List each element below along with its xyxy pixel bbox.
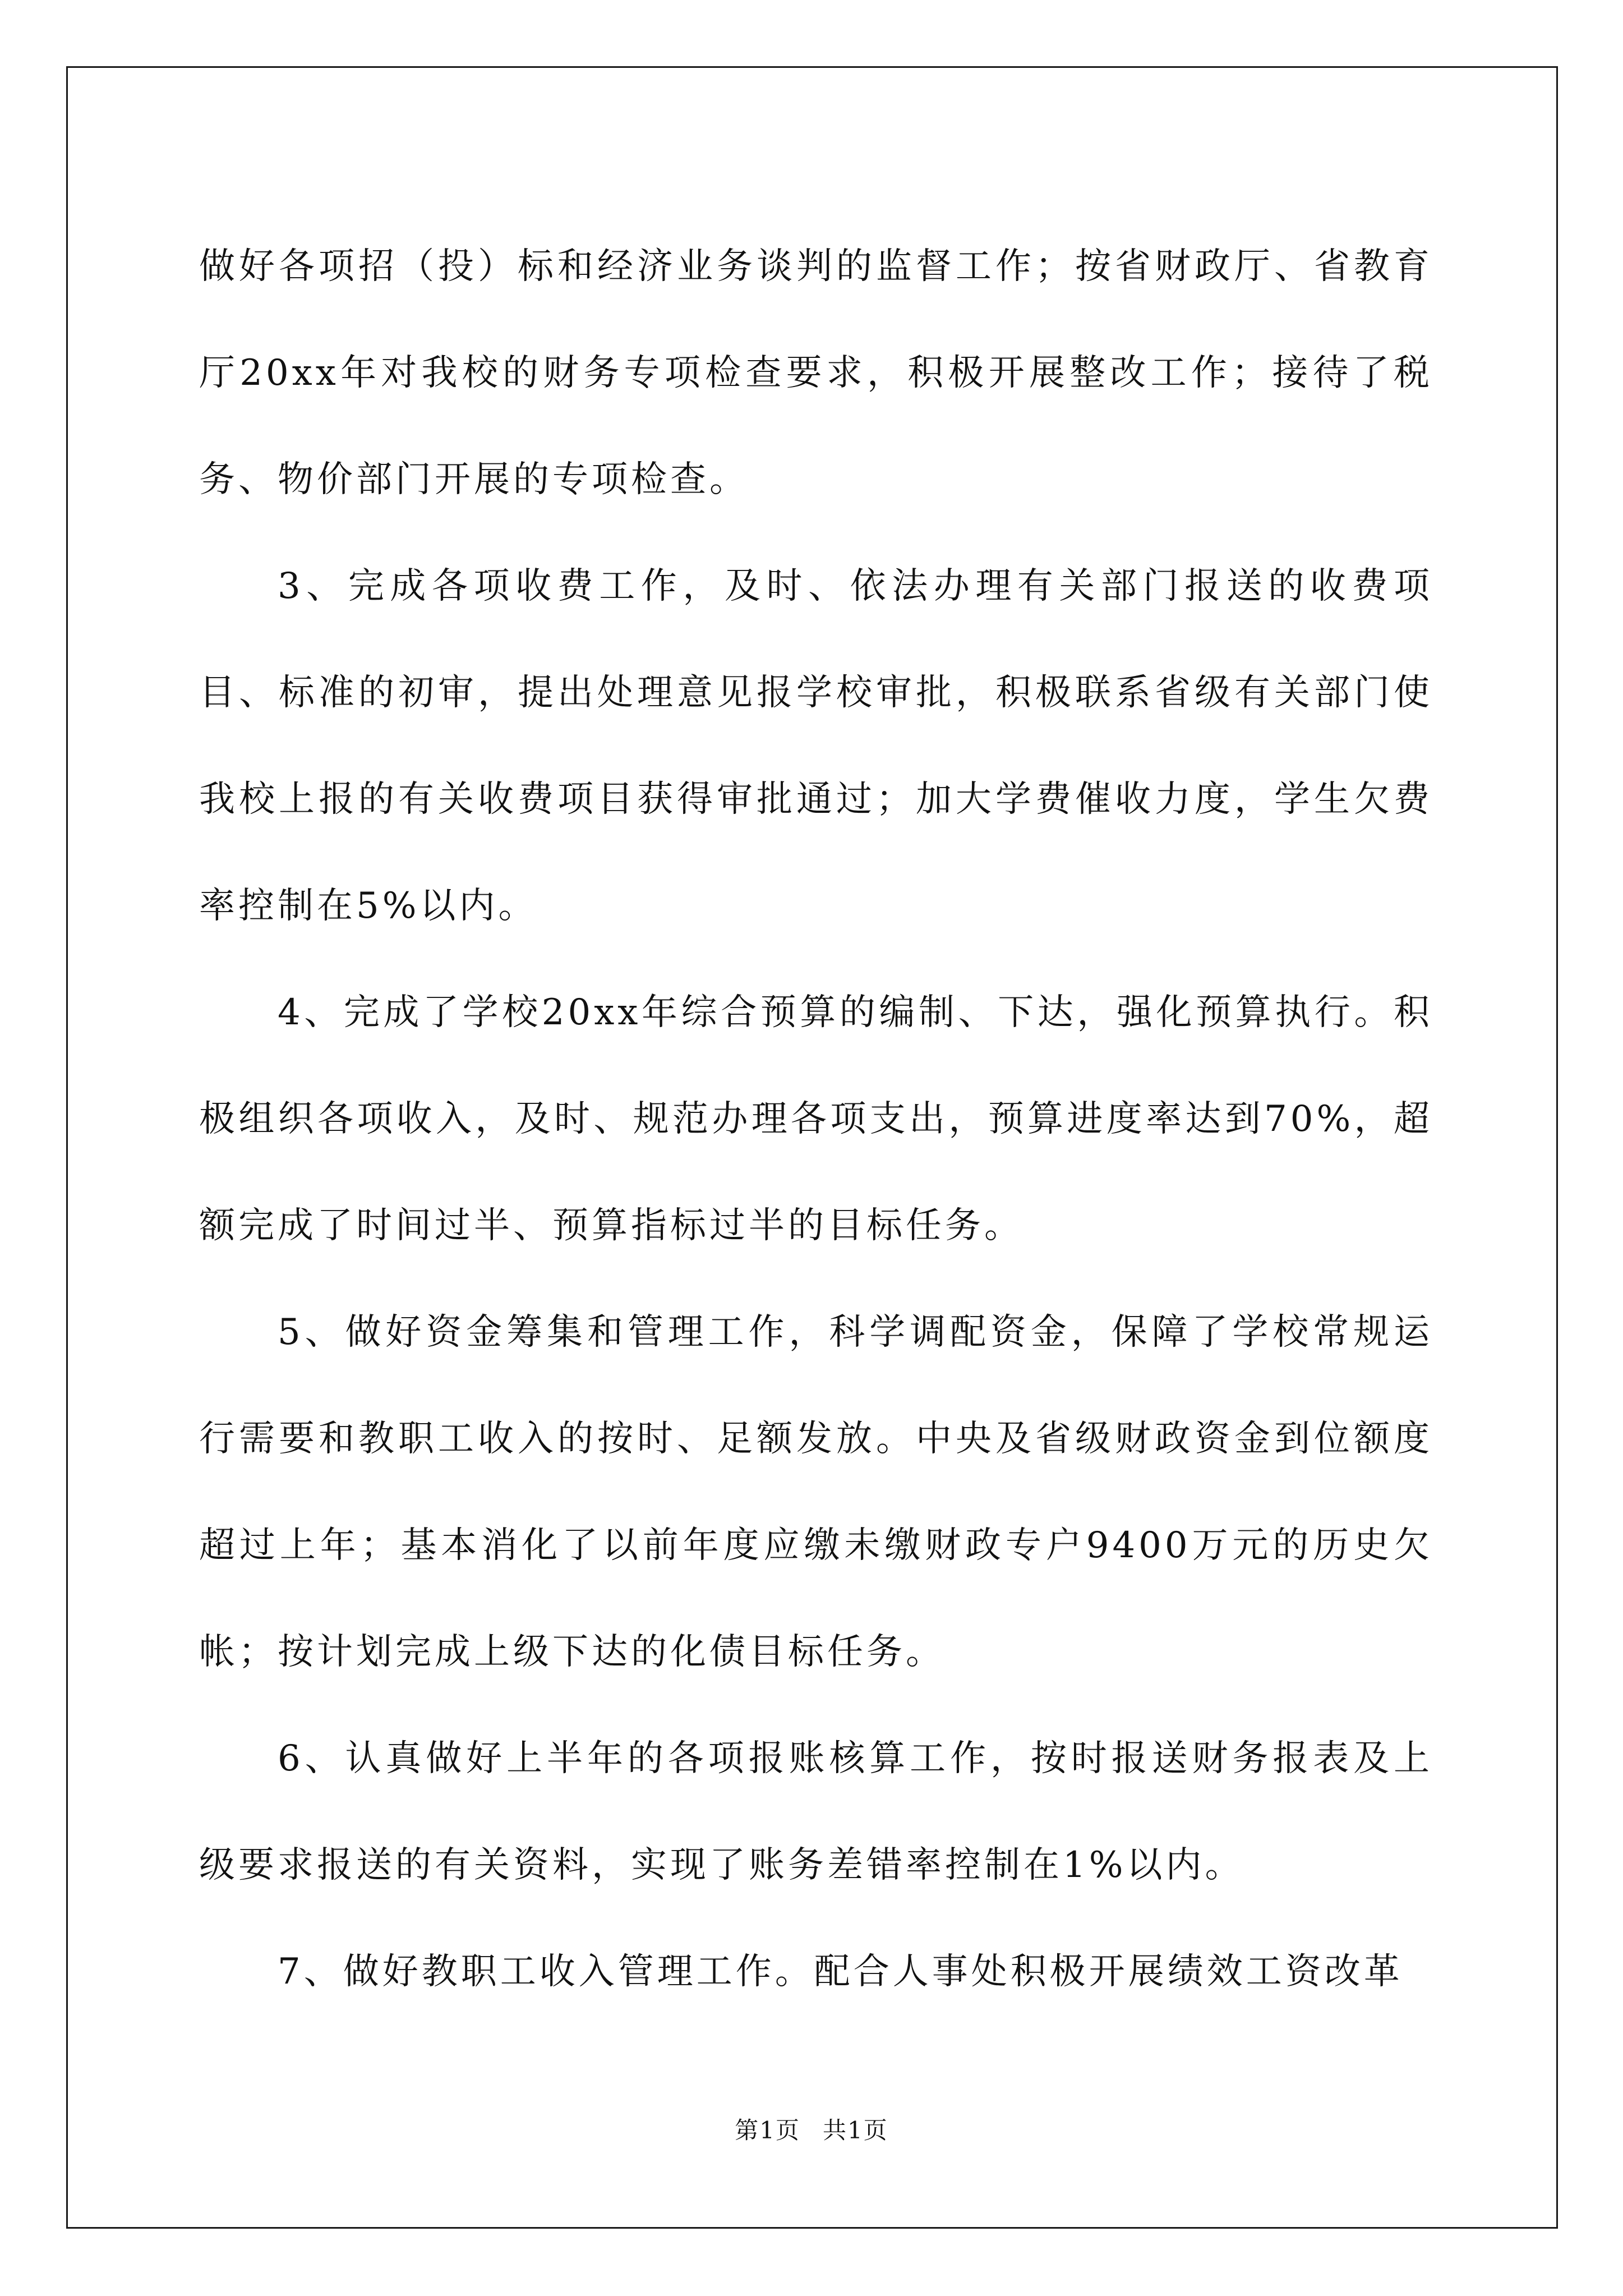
paragraph: 3、完成各项收费工作，及时、依法办理有关部门报送的收费项目、标准的初审，提出处理意见报学校审批，积极联系省级有关部门使我校上报的有关收费项目获得审批通过；加大学费催收力度，学生欠费率控制在5%以内。 bbox=[199, 565, 1433, 927]
page-number: 第1页 bbox=[735, 2116, 800, 2144]
paragraph: 7、做好教职工收入管理工作。配合人事处积极开展绩效工资改革 bbox=[278, 1951, 1403, 1993]
page-footer bbox=[0, 2112, 1623, 2146]
paragraph: 做好各项招（投）标和经济业务谈判的监督工作；按省财政厅、省教育厅20xx年对我校的财务专项检查要求，积极开展整改工作；接待了税务、物价部门开展的专项检查。 bbox=[199, 246, 1433, 500]
page-total: 共1页 bbox=[823, 2116, 888, 2144]
document-body bbox=[199, 213, 1433, 2025]
paragraph: 6、认真做好上半年的各项报账核算工作，按时报送财务报表及上级要求报送的有关资料，实现了账务差错率控制在1%以内。 bbox=[199, 1738, 1433, 1886]
paragraph: 5、做好资金筹集和管理工作，科学调配资金，保障了学校常规运行需要和教职工收入的按时、足额发放。中央及省级财政资金到位额度超过上年；基本消化了以前年度应缴未缴财政专户9400万元的历史欠帐；按计划完成上级下达的化债目标任务。 bbox=[199, 1312, 1433, 1673]
paragraph: 4、完成了学校20xx年综合预算的编制、下达，强化预算执行。积极组织各项收入，及时、规范办理各项支出，预算进度率达到70%，超额完成了时间过半、预算指标过半的目标任务。 bbox=[199, 992, 1433, 1246]
